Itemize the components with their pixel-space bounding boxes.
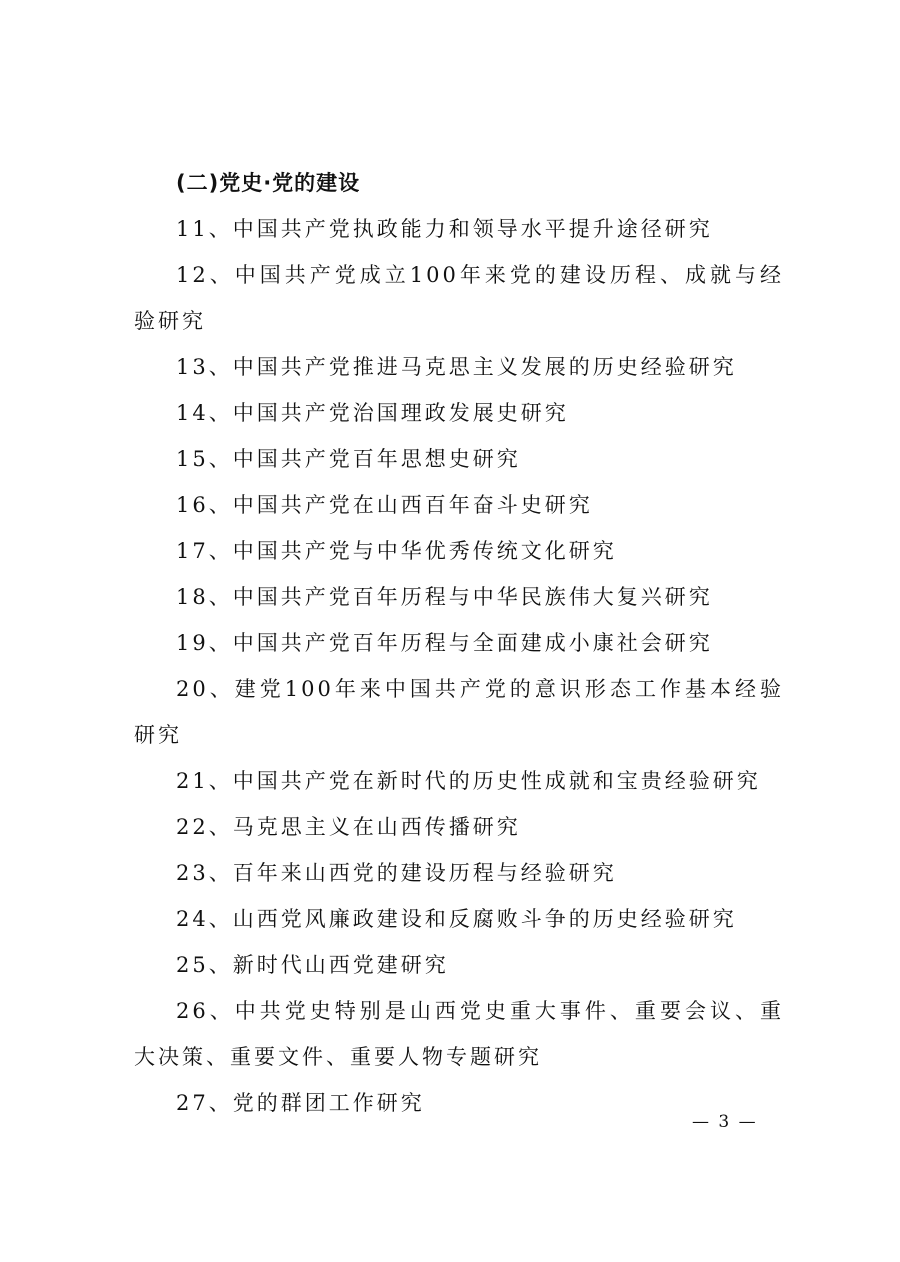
list-item: 23、百年来山西党的建设历程与经验研究: [176, 861, 617, 885]
list-item: 21、中国共产党在新时代的历史性成就和宝贵经验研究: [176, 769, 761, 793]
list-item: 20、建党100年来中国共产党的意识形态工作基本经验研究: [134, 677, 784, 747]
section-heading: (二)党史·党的建设: [176, 171, 361, 195]
list-item: 26、中共党史特别是山西党史重大事件、重要会议、重大决策、重要文件、重要人物专题研究: [134, 999, 784, 1069]
list-item: 18、中国共产党百年历程与中华民族伟大复兴研究: [176, 585, 713, 609]
list-item: 12、中国共产党成立100年来党的建设历程、成就与经验研究: [134, 263, 784, 333]
list-item: 16、中国共产党在山西百年奋斗史研究: [176, 493, 593, 517]
list-item: 22、马克思主义在山西传播研究: [176, 815, 521, 839]
document-body: [134, 160, 784, 1126]
list-item: 24、山西党风廉政建设和反腐败斗争的历史经验研究: [176, 907, 737, 931]
list-item: 13、中国共产党推进马克思主义发展的历史经验研究: [176, 355, 737, 379]
list-item: 11、中国共产党执政能力和领导水平提升途径研究: [176, 217, 713, 241]
page-number: — 3 —: [692, 1112, 758, 1132]
list-item: 15、中国共产党百年思想史研究: [176, 447, 521, 471]
list-item: 17、中国共产党与中华优秀传统文化研究: [176, 539, 617, 563]
list-item: 14、中国共产党治国理政发展史研究: [176, 401, 569, 425]
list-item: 19、中国共产党百年历程与全面建成小康社会研究: [176, 631, 713, 655]
list-item: 25、新时代山西党建研究: [176, 953, 449, 977]
list-item: 27、党的群团工作研究: [176, 1091, 425, 1115]
